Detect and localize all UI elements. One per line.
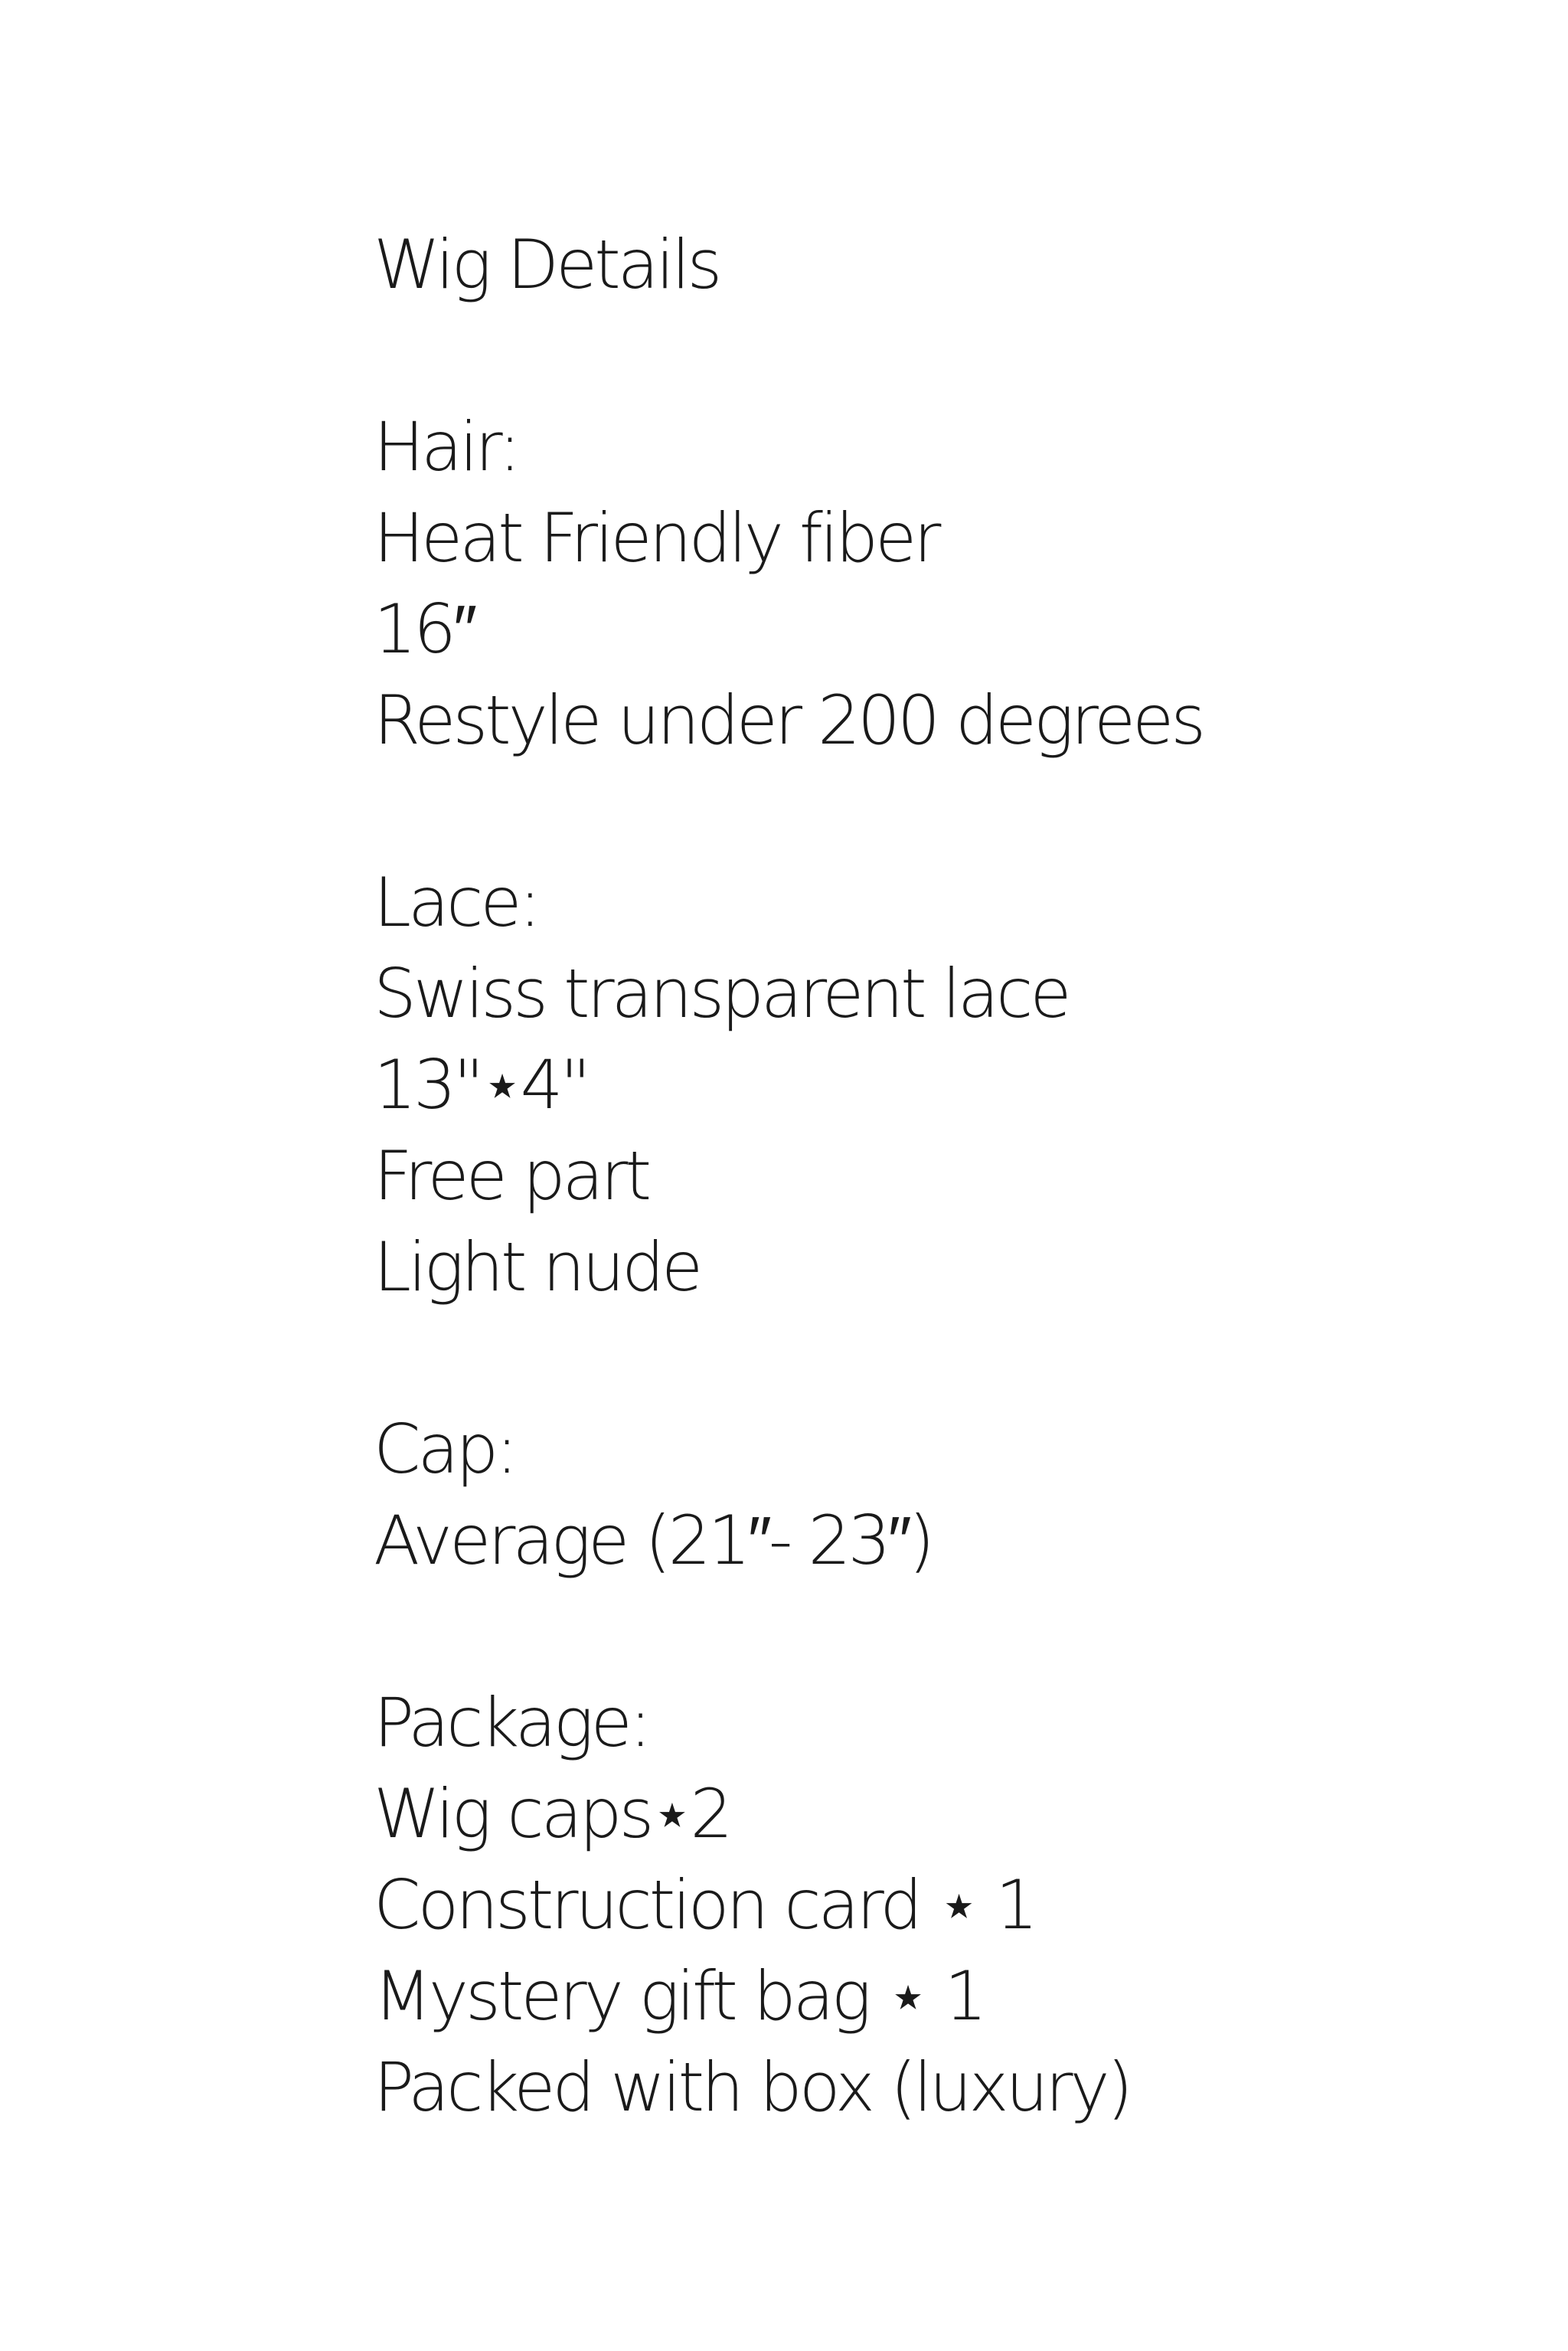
section-heading-cap: Cap: — [374, 1410, 515, 1489]
section-heading-package: Package: — [374, 1683, 649, 1762]
package-wig-caps: Wig caps⋆2 — [374, 1774, 730, 1853]
lace-part: Free part — [374, 1136, 649, 1215]
spacer — [374, 1313, 1522, 1404]
document-title: Wig Details — [374, 225, 720, 304]
package-construction-card: Construction card ⋆ 1 — [374, 1865, 1036, 1944]
cap-size: Average (21″- 23″) — [374, 1501, 932, 1580]
hair-length: 16″ — [374, 590, 475, 669]
spacer — [374, 310, 1522, 401]
section-heading-lace: Lace: — [374, 863, 539, 942]
section-heading-hair: Hair: — [374, 407, 518, 486]
package-box: Packed with box (luxury) — [374, 2048, 1130, 2127]
spacer — [374, 1586, 1522, 1677]
lace-size: 13"⋆4" — [374, 1045, 589, 1124]
spacer — [374, 766, 1522, 857]
package-mystery-gift-bag: Mystery gift bag ⋆ 1 — [374, 1957, 985, 2035]
hair-fiber: Heat Friendly fiber — [374, 499, 939, 577]
hair-restyle: Restyle under 200 degrees — [374, 681, 1204, 760]
lace-color: Light nude — [374, 1228, 701, 1306]
wig-details-document — [374, 219, 1522, 2133]
lace-type: Swiss transparent lace — [374, 954, 1069, 1033]
